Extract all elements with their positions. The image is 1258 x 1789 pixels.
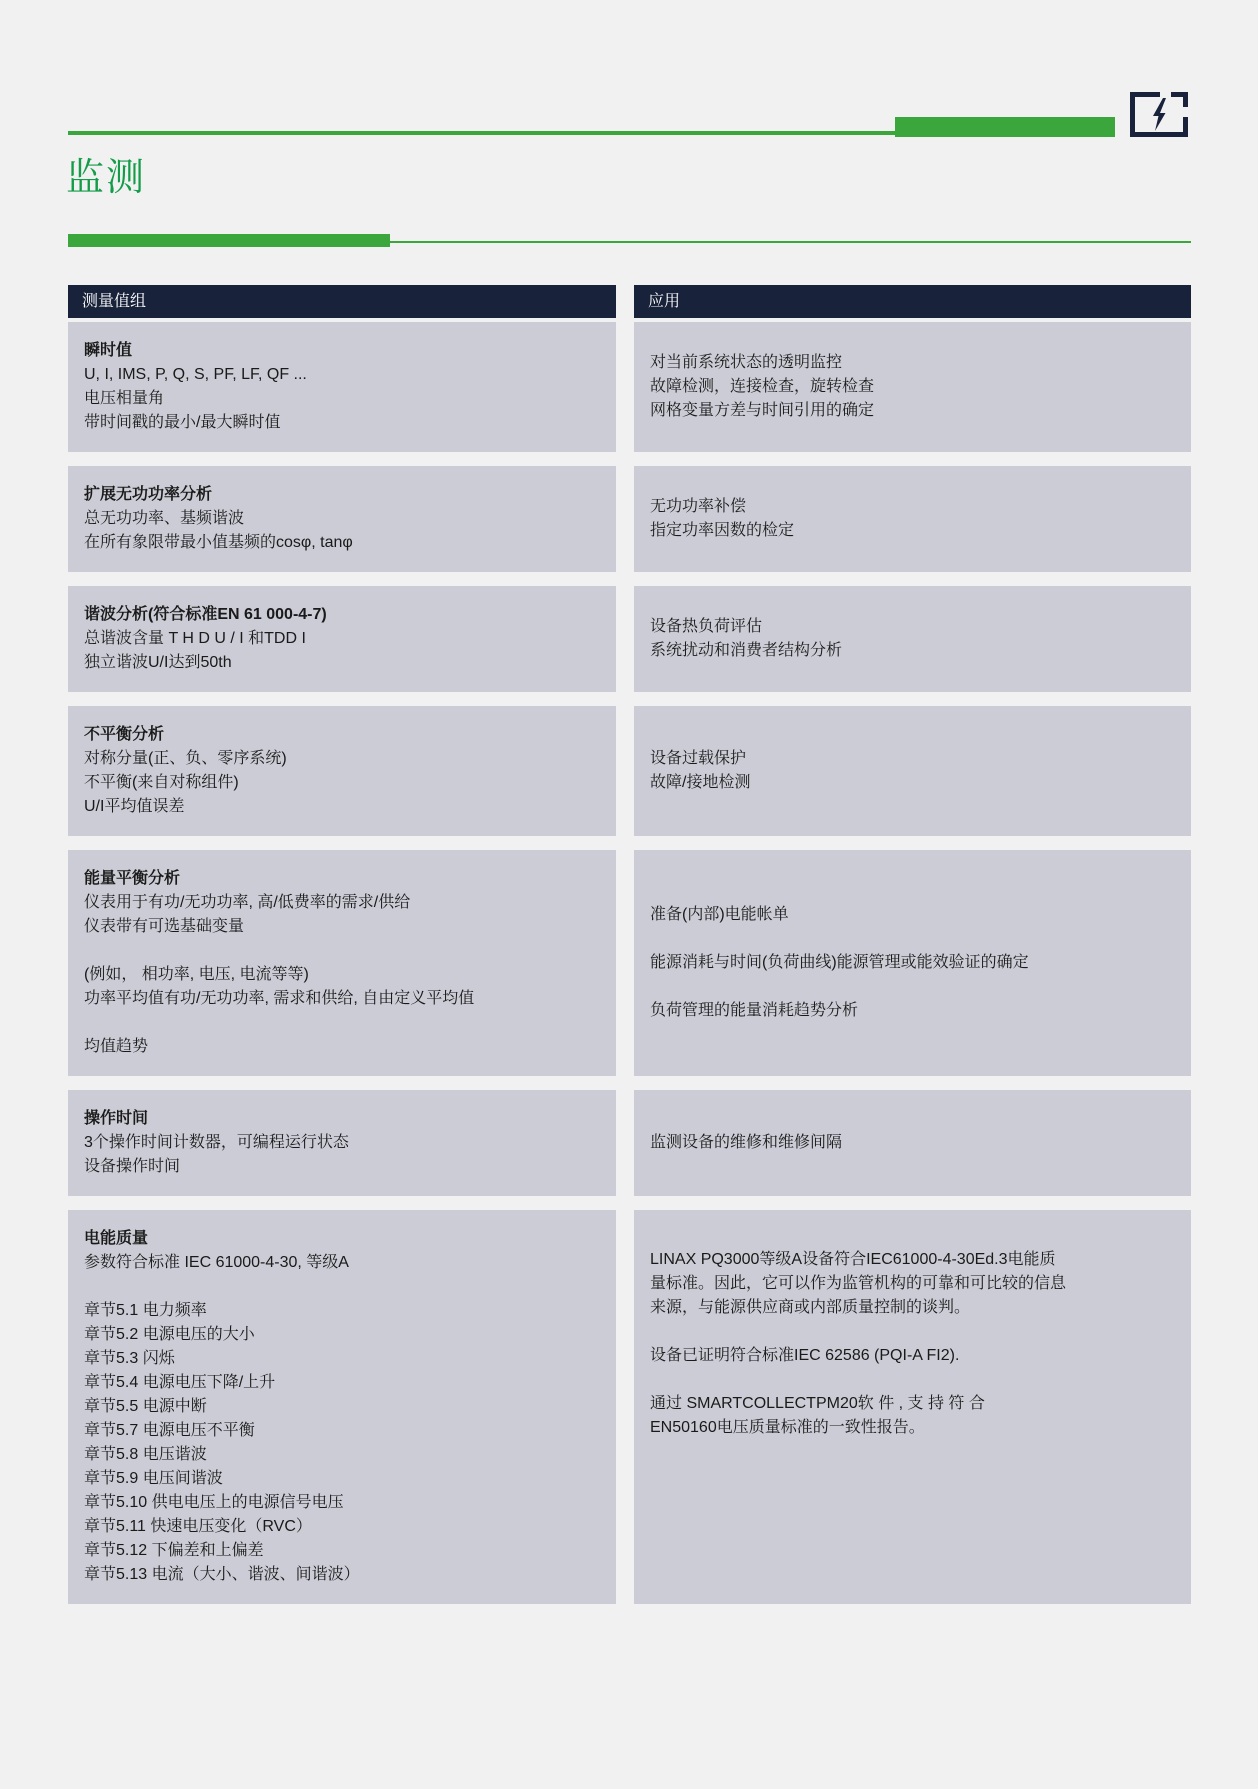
text-line: 故障/接地检测 — [650, 774, 751, 791]
text-line: 章节5.7 电源电压不平衡 — [84, 1422, 255, 1439]
lightning-in-box-icon — [1130, 92, 1188, 137]
group-title: 不平衡分析 — [84, 726, 165, 743]
text-line: U/I平均值误差 — [84, 798, 185, 815]
measurement-group-cell — [68, 706, 616, 836]
application-cell — [634, 1090, 1191, 1196]
measurement-group-cell — [68, 1090, 616, 1196]
text-line: 章节5.11 快速电压变化（RVC） — [84, 1518, 312, 1535]
text-line: 章节5.4 电源电压下降/上升 — [84, 1374, 276, 1391]
table-rows — [68, 322, 1191, 1604]
text-line: 对称分量(正、负、零序系统) — [84, 750, 287, 767]
monitoring-table — [68, 285, 1191, 1618]
text-line: 系统扰动和消费者结构分析 — [650, 642, 843, 659]
text-line: 设备已证明符合标准IEC 62586 (PQI-A FI2). — [650, 1347, 960, 1364]
text-line: 对当前系统状态的透明监控 — [650, 354, 843, 371]
text-line — [650, 975, 1175, 999]
text-line: 章节5.13 电流（大小、谐波、间谐波） — [84, 1566, 360, 1583]
table-row — [68, 586, 1191, 692]
text-line: 章节5.9 电压间谐波 — [84, 1470, 223, 1487]
group-title: 操作时间 — [84, 1110, 149, 1127]
table-row — [68, 322, 1191, 452]
table-row — [68, 1090, 1191, 1196]
page-title: 监测 — [66, 157, 147, 199]
application-cell — [634, 586, 1191, 692]
text-line: (例如， 相功率, 电压, 电流等等) — [84, 966, 309, 983]
text-line: 设备过载保护 — [650, 750, 747, 767]
text-line: 量标准。因此，它可以作为监管机构的可靠和可比较的信息 — [650, 1275, 1067, 1292]
text-line: 章节5.8 电压谐波 — [84, 1446, 207, 1463]
applications-header: 应用 — [634, 285, 1191, 318]
table-row — [68, 706, 1191, 836]
text-line: 设备热负荷评估 — [650, 618, 763, 635]
text-line — [84, 1275, 600, 1299]
text-line — [650, 1320, 1175, 1344]
application-cell — [634, 466, 1191, 572]
text-line: 章节5.5 电源中断 — [84, 1398, 207, 1415]
text-line: 通过 SMARTCOLLECTPM20软 件 , 支 持 符 合 — [650, 1395, 985, 1412]
text-line: 章节5.3 闪烁 — [84, 1350, 175, 1367]
text-line: 指定功率因数的检定 — [650, 522, 795, 539]
text-line — [84, 1011, 600, 1035]
text-line: 3个操作时间计数器，可编程运行状态 — [84, 1134, 349, 1151]
text-line: 监测设备的维修和维修间隔 — [650, 1134, 843, 1151]
text-line: 参数符合标准 IEC 61000-4-30, 等级A — [84, 1254, 349, 1271]
text-line: 设备操作时间 — [84, 1158, 181, 1175]
text-line: 仪表带有可选基础变量 — [84, 918, 245, 935]
text-line: 章节5.10 供电电压上的电源信号电压 — [84, 1494, 344, 1511]
table-row — [68, 1210, 1191, 1604]
text-line: 仪表用于有功/无功功率, 高/低费率的需求/供给 — [84, 894, 411, 911]
measurement-group-cell — [68, 586, 616, 692]
text-line: 总无功功率、基频谐波 — [84, 510, 245, 527]
text-line: 能源消耗与时间(负荷曲线)能源管理或能效验证的确定 — [650, 954, 1029, 971]
top-horizontal-rule-accent — [895, 117, 1115, 137]
measurement-group-cell — [68, 466, 616, 572]
text-line: 在所有象限带最小值基频的cosφ, tanφ — [84, 534, 353, 551]
text-line — [84, 939, 600, 963]
measurement-group-cell — [68, 850, 616, 1076]
table-row — [68, 466, 1191, 572]
text-line: 来源，与能源供应商或内部质量控制的谈判。 — [650, 1299, 971, 1316]
measurement-group-cell — [68, 322, 616, 452]
text-line — [650, 1368, 1175, 1392]
group-title: 电能质量 — [84, 1230, 149, 1247]
application-cell — [634, 1210, 1191, 1604]
text-line: 章节5.1 电力频率 — [84, 1302, 207, 1319]
measurement-group-cell — [68, 1210, 616, 1604]
text-line: 网格变量方差与时间引用的确定 — [650, 402, 875, 419]
text-line: 电压相量角 — [84, 390, 165, 407]
title-underline-thick — [68, 234, 390, 247]
text-line: U, I, IMS, P, Q, S, PF, LF, QF ... — [84, 366, 307, 383]
group-title: 扩展无功功率分析 — [84, 486, 213, 503]
text-line: EN50160电压质量标准的一致性报告。 — [650, 1419, 925, 1436]
measurement-groups-header: 测量值组 — [68, 285, 616, 318]
text-line: 带时间戳的最小/最大瞬时值 — [84, 414, 281, 431]
text-line: 章节5.2 电源电压的大小 — [84, 1326, 255, 1343]
application-cell — [634, 706, 1191, 836]
text-line: 均值趋势 — [84, 1038, 149, 1055]
text-line: 准备(内部)电能帐单 — [650, 906, 789, 923]
application-cell — [634, 322, 1191, 452]
table-row — [68, 850, 1191, 1076]
text-line — [650, 927, 1175, 951]
text-line: 不平衡(来自对称组件) — [84, 774, 239, 791]
text-line: 功率平均值有功/无功功率, 需求和供给, 自由定义平均值 — [84, 990, 475, 1007]
text-line: LINAX PQ3000等级A设备符合IEC61000-4-30Ed.3电能质 — [650, 1251, 1056, 1268]
group-title: 能量平衡分析 — [84, 870, 181, 887]
text-line: 总谐波含量 T H D U / I 和TDD I — [84, 630, 306, 647]
group-title: 谐波分析(符合标准EN 61 000-4-7) — [84, 606, 327, 623]
text-line: 负荷管理的能量消耗趋势分析 — [650, 1002, 859, 1019]
text-line: 独立谐波U/I达到50th — [84, 654, 232, 671]
application-cell — [634, 850, 1191, 1076]
text-line: 无功功率补偿 — [650, 498, 747, 515]
table-header-row — [68, 285, 1191, 318]
group-title: 瞬时值 — [84, 342, 133, 359]
text-line: 章节5.12 下偏差和上偏差 — [84, 1542, 264, 1559]
text-line: 故障检测，连接检查，旋转检查 — [650, 378, 875, 395]
